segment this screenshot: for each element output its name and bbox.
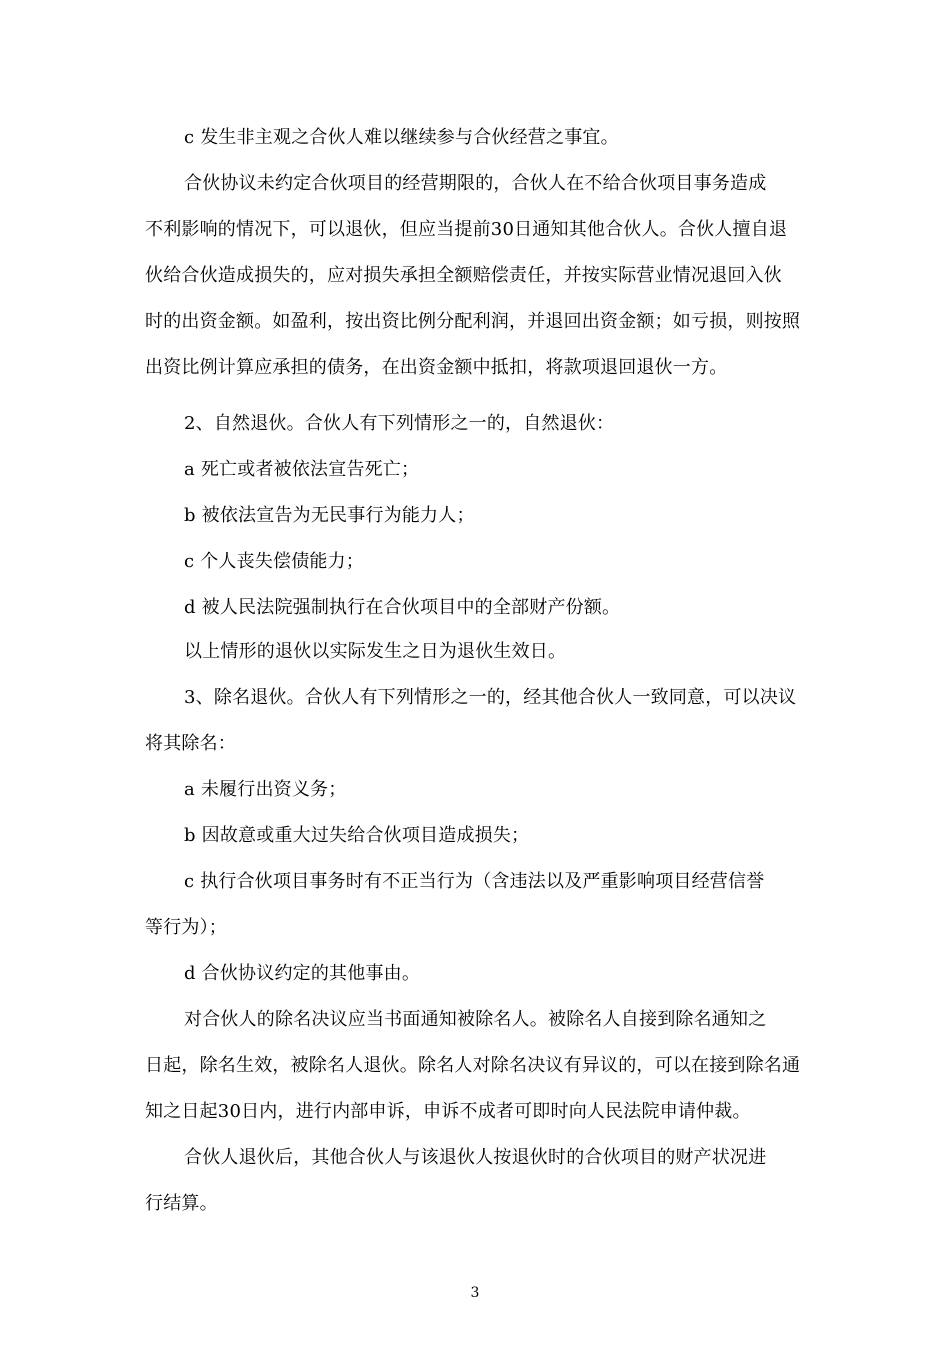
paragraph-line-c-non-subjective: c 发生非主观之合伙人难以继续参与合伙经营之事宜。: [184, 127, 619, 148]
list-item-d-enforcement: d 被人民法院强制执行在合伙项目中的全部财产份额。: [184, 597, 621, 618]
page-number: 3: [470, 1285, 480, 1301]
list-item-a-death: a 死亡或者被依法宣告死亡；: [184, 459, 420, 480]
paragraph-line-effective-date: 以上情形的退伙以实际发生之日为退伙生效日。: [184, 641, 567, 662]
list-item-d-other: d 合伙协议约定的其他事由。: [184, 963, 421, 984]
paragraph-line-term-unspecified: 合伙协议未约定合伙项目的经营期限的，合伙人在不给合伙项目事务造成: [184, 173, 767, 194]
section-heading-natural-withdrawal: 2、自然退伙。合伙人有下列情形之一的，自然退伙：: [184, 413, 615, 434]
paragraph-line-debt-deduction: 出资比例计算应承担的债务，在出资金额中抵扣，将款项退回退伙一方。: [145, 357, 728, 378]
paragraph-line-settlement: 合伙人退伙后，其他合伙人与该退伙人按退伙时的合伙项目的财产状况进: [184, 1147, 767, 1168]
paragraph-line-compensation: 伙给合伙造成损失的，应对损失承担全额赔偿责任，并按实际营业情况退回入伙: [145, 265, 782, 286]
paragraph-line-expulsion-cont: 将其除名：: [145, 733, 236, 754]
list-item-c-misconduct-cont: 等行为）；: [145, 917, 227, 938]
paragraph-line-appeal: 知之日起30日内，进行内部申诉，申诉不成者可即时向人民法院申请仲裁。: [145, 1101, 751, 1122]
paragraph-line-profit-loss: 时的出资金额。如盈利，按出资比例分配利润，并退回出资金额；如亏损，则按照: [145, 311, 801, 332]
section-heading-expulsion: 3、除名退伙。合伙人有下列情形之一的，经其他合伙人一致同意，可以决议: [184, 687, 797, 708]
list-item-c-insolvency: c 个人丧失偿债能力；: [184, 551, 365, 572]
list-item-a-capital: a 未履行出资义务；: [184, 779, 347, 800]
paragraph-line-written-notice: 对合伙人的除名决议应当书面通知被除名人。被除名人自接到除名通知之: [184, 1009, 767, 1030]
paragraph-line-objection: 日起，除名生效，被除名人退伙。除名人对除名决议有异议的，可以在接到除名通: [145, 1055, 801, 1076]
list-item-b-incapacity: b 被依法宣告为无民事行为能力人；: [184, 505, 475, 526]
paragraph-line-30-day-notice: 不利影响的情况下，可以退伙，但应当提前30日通知其他合伙人。合伙人擅自退: [145, 219, 788, 240]
list-item-c-misconduct: c 执行合伙项目事务时有不正当行为（含违法以及严重影响项目经营信誉: [184, 871, 765, 892]
list-item-b-negligence: b 因故意或重大过失给合伙项目造成损失；: [184, 825, 530, 846]
paragraph-line-settlement-cont: 行结算。: [145, 1193, 218, 1214]
